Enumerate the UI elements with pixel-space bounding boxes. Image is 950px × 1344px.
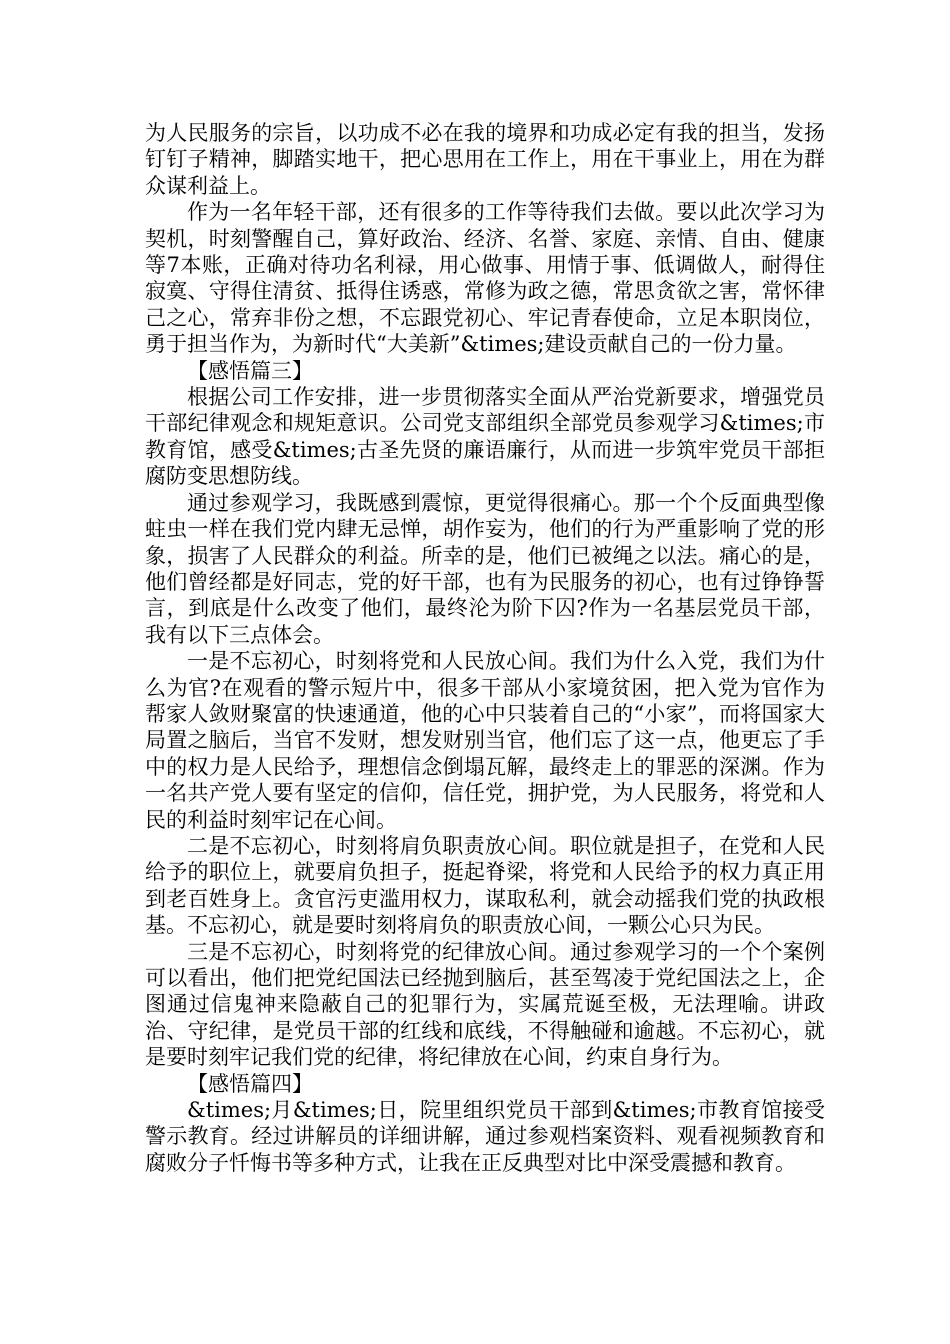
paragraph-point-three: 三是不忘初心，时刻将党的纪律放心间。通过参观学习的一个个案例可以看出，他们把党纪国法已经抛到脑后，甚至驾凌于党纪国法之上，企图通过信鬼神来隐蔽自己的犯罪行为，实属荒诞至极，无法理喻。讲政治、守纪律，是党员干部的红线和底线，不得触碰和逾越。不忘初心，就是要时刻牢记我们党的纪律，将纪律放在心间，约束自身行为。 (145, 939, 825, 1070)
paragraph-visit-reflection: 通过参观学习，我既感到震惊，更觉得很痛心。那一个个反面典型像蛀虫一样在我们党内肆无忌惮，胡作妄为，他们的行为严重影响了党的形象，损害了人民群众的利益。所幸的是，他们已被绳之以法。痛心的是，他们曾经都是好同志，党的好干部，也有为民服务的初心，也有过铮铮誓言，到底是什么改变了他们，最终沦为阶下囚?作为一名基层党员干部，我有以下三点体会。 (145, 490, 825, 647)
paragraph-warning-education: &times;月&times;日，院里组织党员干部到&times;市教育馆接受警示教育。经过讲解员的详细讲解，通过参观档案资料、观看视频教育和腐败分子忏悔书等多种方式，让我在正反典型对比中深受震撼和教育。 (145, 1098, 825, 1175)
section-heading-part-four: 【感悟篇四】 (187, 1071, 313, 1096)
paragraph-continuation: 为人民服务的宗旨，以功成不必在我的境界和功成必定有我的担当，发扬钉钉子精神，脚踏实地干，把心思用在工作上，用在干事业上，用在为群众谋利益上。 (145, 121, 825, 198)
paragraph-point-two: 二是不忘初心，时刻将肩负职责放心间。职位就是担子，在党和人民给予的职位上，就要肩负担子，挺起脊梁，将党和人民给予的权力真正用到老百姓身上。贪官污吏滥用权力，谋取私利，就会动摇我们党的执政根基。不忘初心，就是要时刻将肩负的职责放心间，一颗公心只为民。 (145, 833, 825, 938)
section-heading-part-three: 【感悟篇三】 (187, 358, 313, 383)
paragraph-company-arrangement: 根据公司工作安排，进一步贯彻落实全面从严治党新要求，增强党员干部纪律观念和规矩意识。公司党支部组织全部党员参观学习&times;市教育馆，感受&times;古圣先贤的廉语廉行，从而进一步筑牢党员干部拒腐防变思想防线。 (145, 385, 825, 489)
paragraph-young-cadre: 作为一名年轻干部，还有很多的工作等待我们去做。要以此次学习为契机，时刻警醒自己，算好政治、经济、名誉、家庭、亲情、自由、健康等7本账，正确对待功名利禄，用心做事、用情于事、低调做人，耐得住寂寞、守得住清贫、抵得住诱惑，常修为政之德，常思贪欲之害，常怀律己之心，常弃非份之想，不忘跟党初心、牢记青春使命，立足本职岗位，勇于担当作为，为新时代“大美新”&times;建设贡献自己的一份力量。 (145, 200, 825, 357)
document-page (145, 120, 825, 1176)
paragraph-point-one: 一是不忘初心，时刻将党和人民放心间。我们为什么入党，我们为什么为官?在观看的警示短片中，很多干部从小家境贫困，把入党为官作为帮家人敛财聚富的快速通道，他的心中只装着自己的“小家”，而将国家大局置之脑后，当官不发财，想发财别当官，他们忘了这一点，他更忘了手中的权力是人民给予，理想信念倒塌瓦解，最终走上的罪恶的深渊。作为一名共产党人要有坚定的信仰，信任党，拥护党，为人民服务，将党和人民的利益时刻牢记在心间。 (145, 649, 825, 832)
